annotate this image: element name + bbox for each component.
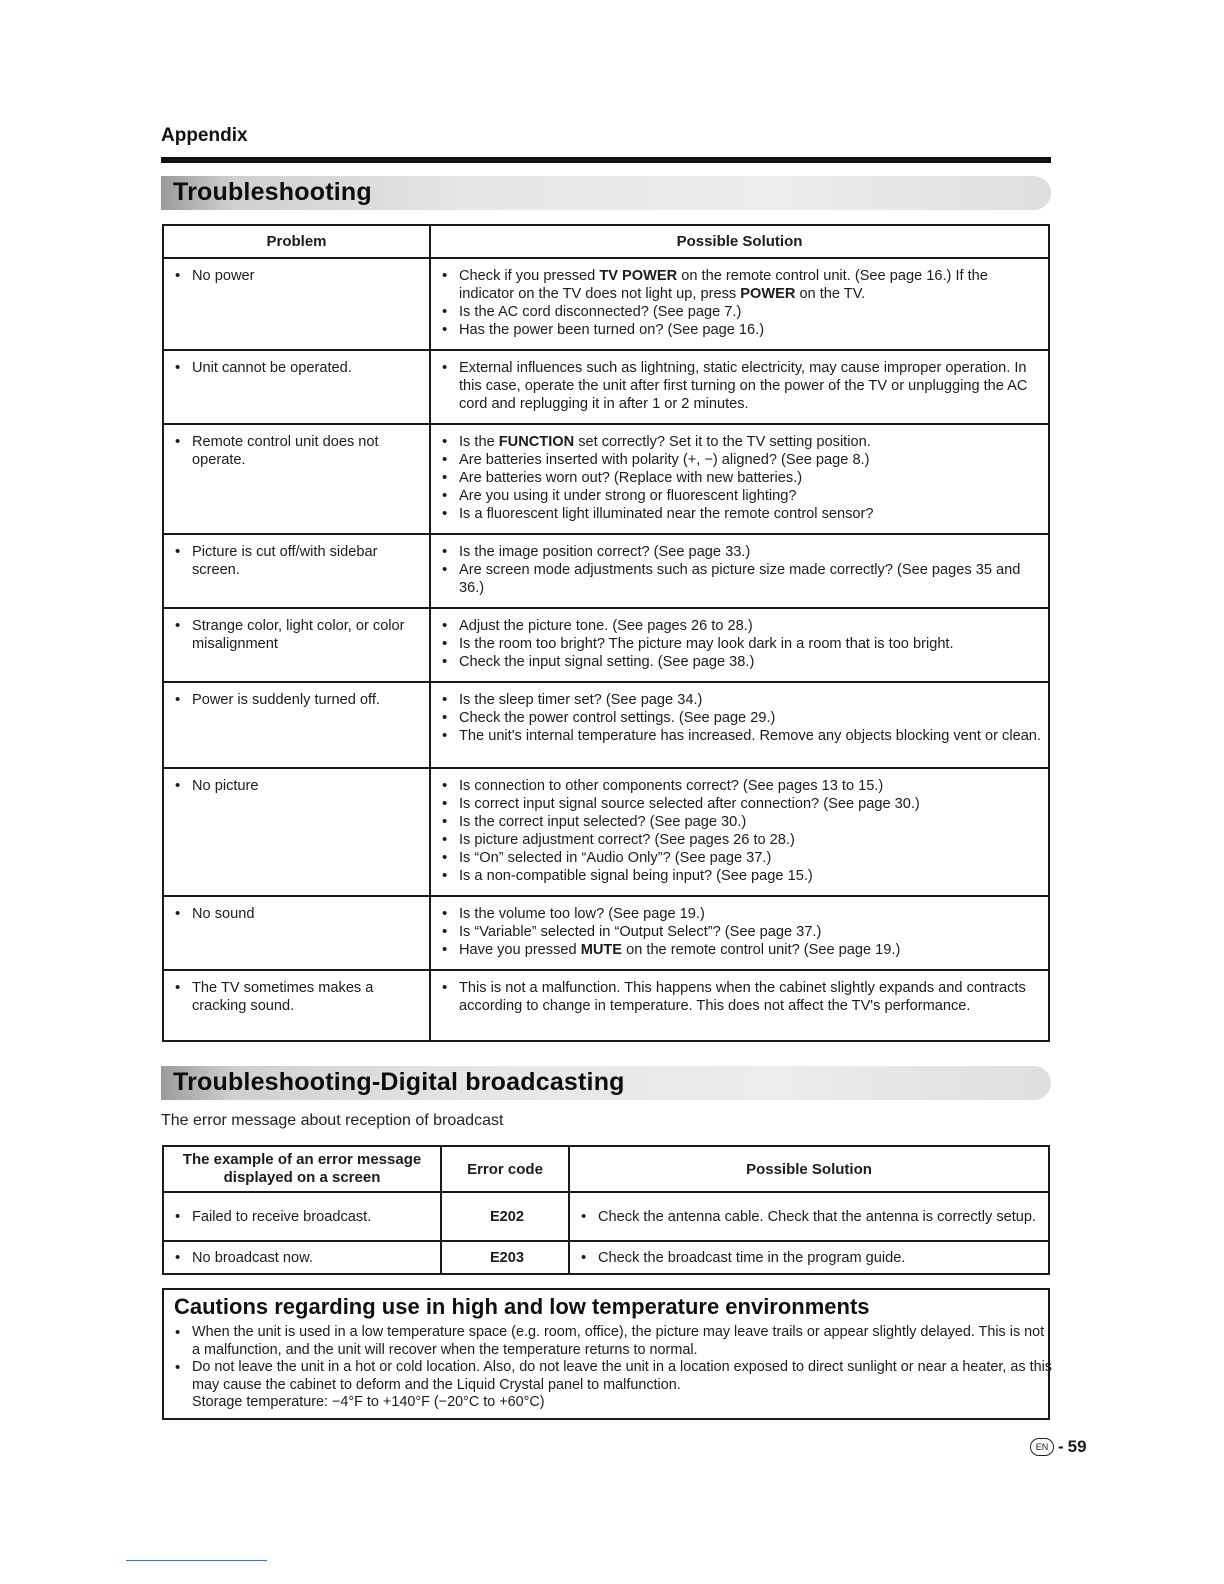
solution-text: External influences such as lightning, static electricity, may cause improper operation. In this case, operate the unit after first turning on the power of the TV or unplugging the AC cord and replugging it in after 1 or 2 minutes. bbox=[459, 360, 1028, 412]
table-row bbox=[163, 896, 1049, 970]
solution-cell bbox=[430, 768, 1049, 896]
digital-solution-column-header: Possible Solution bbox=[569, 1146, 1049, 1192]
solution-item bbox=[459, 709, 1042, 727]
solution-item bbox=[459, 469, 1042, 487]
solution-item bbox=[459, 849, 1042, 867]
solution-item bbox=[459, 813, 1042, 831]
problem-text: • Strange color, light color, or color misalignment bbox=[192, 617, 423, 653]
solution-text: Check the power control settings. (See page 29.) bbox=[459, 710, 776, 726]
solution-item bbox=[459, 505, 1042, 523]
solution-column-header: Possible Solution bbox=[430, 225, 1049, 258]
table-row bbox=[163, 350, 1049, 424]
solution-text: on the remote control unit. (See page 16.) If the indicator on the TV does not light up, press bbox=[459, 268, 988, 302]
solution-text: Is the room too bright? The picture may look dark in a room that is too bright. bbox=[459, 636, 954, 652]
problem-text: • Picture is cut off/with sidebar screen. bbox=[192, 543, 423, 579]
solution-cell bbox=[430, 682, 1049, 768]
solution-item bbox=[459, 941, 1042, 959]
problem-text: • No power bbox=[192, 267, 423, 285]
solution-item bbox=[459, 267, 1042, 303]
solution-text: This is not a malfunction. This happens when the cabinet slightly expands and contracts according to change in temperature. This does not affect the TV's performance. bbox=[459, 980, 1026, 1014]
problem-text: • The TV sometimes makes a cracking sound. bbox=[192, 979, 423, 1015]
solution-text: Check the input signal setting. (See page 38.) bbox=[459, 654, 755, 670]
solution-text: Are batteries worn out? (Replace with new batteries.) bbox=[459, 470, 803, 486]
digital-error-table bbox=[162, 1145, 1050, 1275]
section-label: Appendix bbox=[161, 125, 248, 146]
solution-item bbox=[459, 867, 1042, 885]
problem-column-header: Problem bbox=[163, 225, 430, 258]
error-code: E203 bbox=[441, 1241, 569, 1274]
solution-text: Is correct input signal source selected after connection? (See page 30.) bbox=[459, 796, 920, 812]
solution-text: Is the correct input selected? (See page 30.) bbox=[459, 814, 747, 830]
problem-cell bbox=[163, 424, 430, 534]
bottom-line bbox=[126, 1560, 267, 1561]
solution-item bbox=[459, 727, 1042, 745]
example-column-header: The example of an error message displayed on a screen bbox=[163, 1146, 441, 1192]
problem-cell bbox=[163, 768, 430, 896]
problem-cell bbox=[163, 258, 430, 350]
error-message-cell bbox=[163, 1192, 441, 1241]
header-rule bbox=[161, 157, 1051, 163]
caution-list bbox=[174, 1324, 1052, 1412]
solution-text: Is picture adjustment correct? (See pages 26 to 28.) bbox=[459, 832, 795, 848]
solution-item bbox=[459, 359, 1042, 413]
error-code: E202 bbox=[441, 1192, 569, 1241]
solution-text: Is the sleep timer set? (See page 34.) bbox=[459, 692, 703, 708]
solution-text: Have you pressed bbox=[459, 942, 581, 958]
problem-text: • Unit cannot be operated. bbox=[192, 359, 423, 377]
digital-header-band bbox=[161, 1066, 1051, 1100]
problem-cell bbox=[163, 608, 430, 682]
table-row bbox=[163, 970, 1049, 1041]
error-message-cell bbox=[163, 1241, 441, 1274]
solution-text: Is the bbox=[459, 434, 499, 450]
solution-item bbox=[459, 635, 1042, 653]
solution-text: Adjust the picture tone. (See pages 26 to 28.) bbox=[459, 618, 753, 634]
table-row bbox=[163, 424, 1049, 534]
button-name-emphasis: MUTE bbox=[580, 942, 623, 958]
storage-temperature: Storage temperature: −4°F to +140°F (−20°C to +60°C) bbox=[192, 1394, 545, 1410]
troubleshooting-table bbox=[162, 224, 1050, 1042]
table-row bbox=[163, 608, 1049, 682]
solution-text: The unit's internal temperature has increased. Remove any objects blocking vent or clean. bbox=[459, 728, 1041, 744]
problem-text: • No sound bbox=[192, 905, 423, 923]
solution-item bbox=[459, 831, 1042, 849]
solution-text: Are batteries inserted with polarity (+, −) aligned? (See page 8.) bbox=[459, 452, 870, 468]
solution-item bbox=[459, 691, 1042, 709]
table-row bbox=[163, 768, 1049, 896]
solution-cell bbox=[430, 424, 1049, 534]
caution-item bbox=[192, 1359, 1052, 1412]
solution-item bbox=[459, 433, 1042, 451]
problem-text: • No picture bbox=[192, 777, 423, 795]
problem-cell bbox=[163, 896, 430, 970]
solution-item bbox=[459, 451, 1042, 469]
solution-text: Has the power been turned on? (See page 16.) bbox=[459, 322, 765, 338]
solution-text: Is a non-compatible signal being input? (See page 15.) bbox=[459, 868, 813, 884]
solution-item bbox=[459, 905, 1042, 923]
solution-text: on the TV. bbox=[795, 286, 866, 302]
solution-item bbox=[459, 923, 1042, 941]
solution-item bbox=[459, 543, 1042, 561]
problem-text: • Power is suddenly turned off. bbox=[192, 691, 423, 709]
solution-item bbox=[459, 617, 1042, 635]
problem-cell bbox=[163, 682, 430, 768]
solution-item bbox=[459, 795, 1042, 813]
solution-text: Is the volume too low? (See page 19.) bbox=[459, 906, 705, 922]
solution-item bbox=[459, 561, 1042, 597]
digital-title: Troubleshooting-Digital broadcasting bbox=[173, 1068, 625, 1096]
solution-text: Is connection to other components correct? (See pages 13 to 15.) bbox=[459, 778, 884, 794]
problem-text: • Remote control unit does not operate. bbox=[192, 433, 423, 469]
solution-item bbox=[459, 487, 1042, 505]
solution-text: Is the image position correct? (See page 33.) bbox=[459, 544, 751, 560]
solution-text: Are you using it under strong or fluorescent lighting? bbox=[459, 488, 797, 504]
error-row bbox=[163, 1192, 1049, 1241]
solution-item bbox=[459, 303, 1042, 321]
problem-cell bbox=[163, 350, 430, 424]
solution-text: on the remote control unit? (See page 19.) bbox=[622, 942, 901, 958]
solution-text: Are screen mode adjustments such as picture size made correctly? (See pages 35 and 36.) bbox=[459, 562, 1021, 596]
caution-title: Cautions regarding use in high and low temperature environments bbox=[174, 1294, 870, 1319]
solution-cell bbox=[430, 896, 1049, 970]
footer-separator: - bbox=[1058, 1437, 1064, 1456]
troubleshooting-title: Troubleshooting bbox=[173, 178, 372, 206]
problem-cell bbox=[163, 970, 430, 1041]
solution-item bbox=[459, 979, 1042, 1015]
error-solution-cell bbox=[569, 1192, 1049, 1241]
solution-cell bbox=[430, 350, 1049, 424]
digital-intro: The error message about reception of broadcast bbox=[161, 1112, 504, 1129]
caution-item-text: Do not leave the unit in a hot or cold location. Also, do not leave the unit in a location exposed to direct sunlight or near a heater, as this may cause the cabinet to deform and the Liquid Crystal panel to malfunction. bbox=[192, 1359, 1052, 1393]
solution-item bbox=[459, 321, 1042, 339]
solution-item bbox=[459, 777, 1042, 795]
error-row bbox=[163, 1241, 1049, 1274]
caution-box bbox=[162, 1288, 1050, 1420]
solution-text: Is a fluorescent light illuminated near the remote control sensor? bbox=[459, 506, 874, 522]
error-message: • No broadcast now. bbox=[192, 1249, 434, 1267]
solution-text: Is the AC cord disconnected? (See page 7.) bbox=[459, 304, 742, 320]
page-number: 59 bbox=[1067, 1437, 1087, 1456]
problem-cell bbox=[163, 534, 430, 608]
table-row bbox=[163, 682, 1049, 768]
solution-cell bbox=[430, 258, 1049, 350]
error-solution-cell bbox=[569, 1241, 1049, 1274]
button-name-emphasis: FUNCTION bbox=[498, 434, 575, 450]
table-row bbox=[163, 534, 1049, 608]
solution-cell bbox=[430, 534, 1049, 608]
solution-item bbox=[459, 653, 1042, 671]
button-name-emphasis: POWER bbox=[740, 286, 796, 302]
solution-text: Check if you pressed bbox=[459, 268, 600, 284]
solution-cell bbox=[430, 970, 1049, 1041]
button-name-emphasis: TV POWER bbox=[599, 268, 678, 284]
error-message: • Failed to receive broadcast. bbox=[192, 1208, 434, 1226]
language-badge: EN bbox=[1030, 1438, 1054, 1456]
caution-item: • When the unit is used in a low temperature space (e.g. room, office), the picture may leave trails or appear slightly delayed. This is not a malfunction, and the unit will recover when the temperature returns to normal. bbox=[192, 1324, 1052, 1359]
code-column-header: Error code bbox=[441, 1146, 569, 1192]
solution-text: set correctly? Set it to the TV setting position. bbox=[574, 434, 871, 450]
page-footer bbox=[1030, 1437, 1087, 1457]
table-row bbox=[163, 258, 1049, 350]
solution-text: Is “On” selected in “Audio Only”? (See page 37.) bbox=[459, 850, 772, 866]
solution-text: Is “Variable” selected in “Output Select”? (See page 37.) bbox=[459, 924, 822, 940]
solution-cell bbox=[430, 608, 1049, 682]
error-solution: • Check the antenna cable. Check that the antenna is correctly setup. bbox=[598, 1208, 1042, 1226]
error-solution: • Check the broadcast time in the program guide. bbox=[598, 1249, 1042, 1267]
troubleshooting-header-band bbox=[161, 176, 1051, 210]
